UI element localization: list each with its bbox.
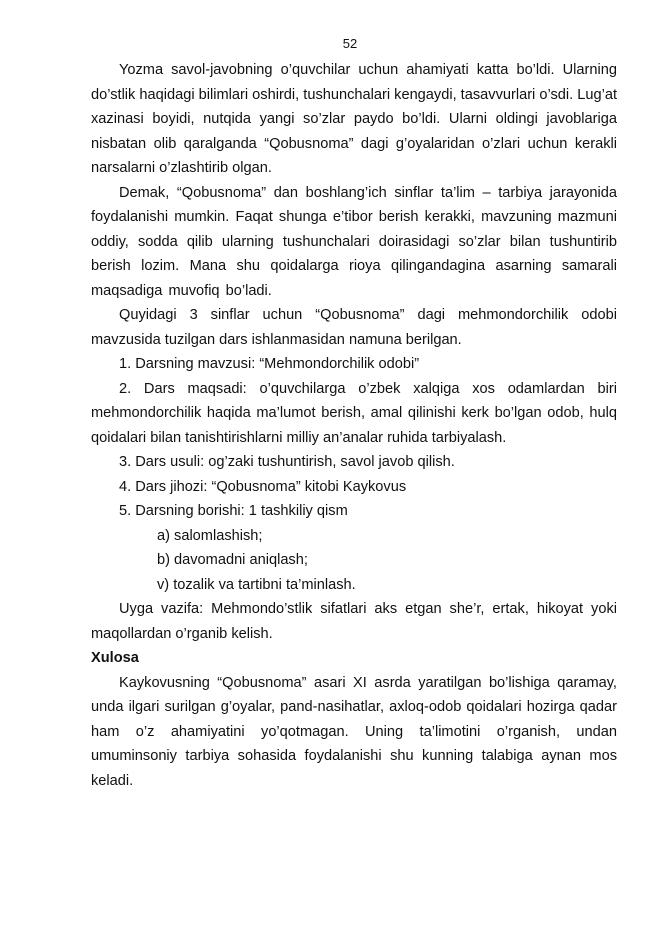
- section-heading-conclusion: Xulosa: [91, 650, 139, 666]
- paragraph-conclusion-usage: Demak, “Qobusnoma” dan boshlang’ich sinflar ta’lim – tarbiya jarayonida foydalanishi mumkin. Faqat shunga e’tibor berish kerakki, mavzuning mazmuni oddiy, sodda qilib ularning tushunchalari doirasidagi so’zlar bilan tushuntirib berish lozim. Mana shu qoidalarga rioya qilingandagina asarning samarali maqsadiga muvofiq bo’ladi.: [91, 184, 617, 299]
- list-item-procedure: 5. Darsning borishi: 1 tashkiliy qism: [119, 503, 348, 519]
- list-item-equipment: 4. Dars jihozi: “Qobusnoma” kitobi Kaykovus: [119, 478, 407, 495]
- list-item-method: 3. Dars usuli: og’zaki tushuntirish, savol javob qilish.: [119, 454, 455, 470]
- paragraph-lesson-intro: Quyidagi 3 sinflar uchun “Qobusnoma” dagi mehmondorchilik odobi mavzusida tuzilgan dars ishlanmasidan namuna berilgan.: [91, 307, 617, 348]
- sub-item-cleanliness: v) tozalik va tartibni ta’minlash.: [157, 576, 356, 593]
- document-body: [91, 58, 617, 793]
- sub-item-attendance: b) davomadni aniqlash;: [157, 552, 308, 568]
- paragraph-conclusion: Kaykovusning “Qobusnoma” asari XI asrda yaratilgan bo’lishiga qaramay, unda ilgari surilgan g’oyalar, pand-nasihatlar, axloq-odob qoidalari hozirga qadar ham o’z ahamiyatini yo’qotmagan. Uning ta’limotini o’rganish, undan umuminsoniy tarbiya sohasida foydalanishi shu kunning talabiga aynan mos keladi.: [91, 674, 617, 789]
- list-item-topic: 1. Darsning mavzusi: “Mehmondorchilik odobi”: [119, 356, 420, 372]
- list-item-goal: 2. Dars maqsadi: o’quvchilarga o’zbek xalqiga xos odamlardan biri mehmondorchilik haqida ma’lumot berish, amal qilinishi kerk bo’lgan odob, hulq qoidalari bilan tanishtirishlarni milliy an’analar ruhida tarbiyalash.: [91, 380, 617, 446]
- sub-item-greeting: a) salomlashish;: [157, 527, 263, 544]
- paragraph-written-qa: Yozma savol-javobning o’quvchilar uchun ahamiyati katta bo’ldi. Ularning do’stlik haqidagi bilimlari oshirdi, tushunchalari kengaydi, tasavvurlari o’sdi. Lug’at xazinasi boyidi, nutqida yangi so’zlar paydo bo’ldi. Ularni oldingi javoblariga nisbatan olib qaralganda “Qobusnoma” dagi g’oyalaridan o’zlari uchun kerakli narsalarni o’zlashtirib olgan.: [91, 62, 617, 176]
- page-number: 52: [342, 36, 358, 51]
- paragraph-homework: Uyga vazifa: Mehmondo’stlik sifatlari aks etgan she’r, ertak, hikoyat yoki maqollardan o’rganib kelish.: [91, 601, 617, 642]
